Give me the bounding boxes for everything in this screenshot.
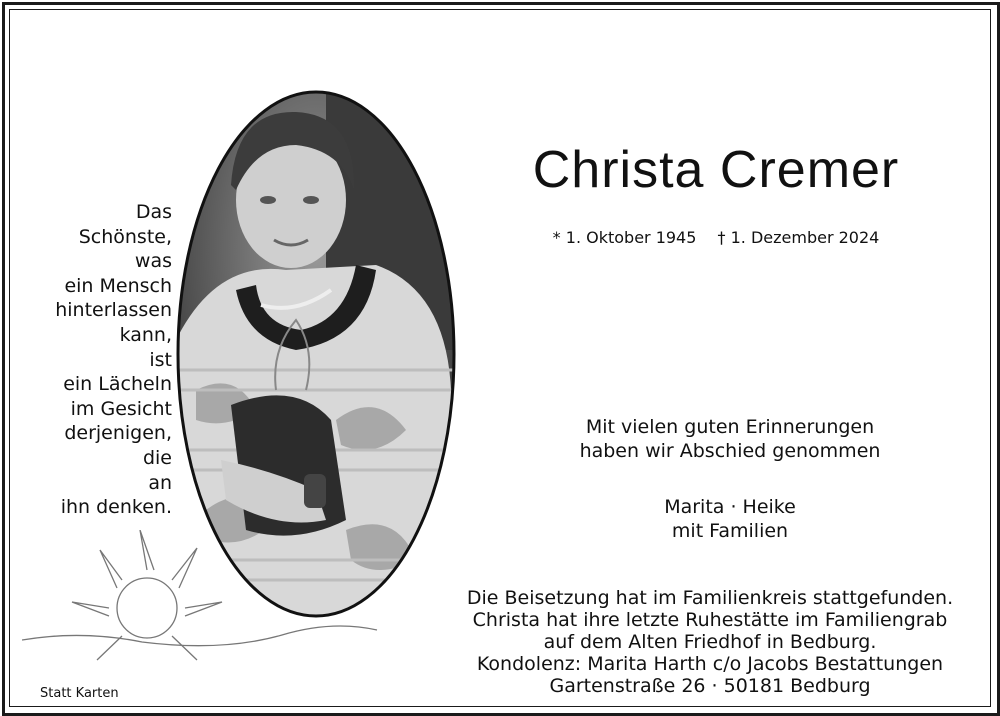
farewell-text bbox=[500, 415, 960, 463]
text-line: auf dem Alten Friedhof in Bedburg. bbox=[543, 631, 877, 653]
text-line: Marita · Heike bbox=[664, 496, 796, 518]
statt-karten-label: Statt Karten bbox=[40, 686, 119, 701]
poem-line: derjenigen, bbox=[64, 422, 172, 445]
birth-date: * 1. Oktober 1945 bbox=[552, 228, 697, 247]
poem-line: Schönste, bbox=[78, 225, 172, 248]
poem-line: ein Lächeln bbox=[63, 373, 172, 396]
text-line: Kondolenz: Marita Harth c/o Jacobs Bestattungen bbox=[476, 653, 944, 675]
poem-line: im Gesicht bbox=[70, 397, 172, 420]
text-line: Mit vielen guten Erinnerungen bbox=[585, 416, 875, 438]
poem-line: ein Mensch bbox=[64, 274, 172, 297]
burial-notice bbox=[450, 587, 970, 697]
deceased-name: Christa Cremer bbox=[532, 141, 900, 199]
text-line: Christa hat ihre letzte Ruhestätte im Familiengrab bbox=[472, 609, 948, 631]
life-dates bbox=[440, 228, 992, 247]
poem-line: an bbox=[148, 471, 172, 494]
sun-drawing bbox=[22, 530, 382, 670]
family-names bbox=[500, 495, 960, 543]
poem-line: ist bbox=[149, 348, 172, 371]
death-date: † 1. Dezember 2024 bbox=[717, 228, 880, 247]
poem-line: kann, bbox=[119, 323, 172, 346]
text-line: Gartenstraße 26 · 50181 Bedburg bbox=[549, 675, 871, 697]
poem-line: Das bbox=[135, 201, 172, 223]
poem-line: die bbox=[142, 446, 172, 469]
poem-line: ihn denken. bbox=[60, 496, 172, 519]
poem-line: was bbox=[134, 250, 172, 273]
poem bbox=[30, 200, 172, 520]
poem-line: hinterlassen bbox=[55, 299, 172, 322]
text-line: Die Beisetzung hat im Familienkreis stattgefunden. bbox=[466, 587, 954, 609]
text-line: mit Familien bbox=[671, 520, 789, 542]
text-line: haben wir Abschied genommen bbox=[579, 440, 881, 462]
